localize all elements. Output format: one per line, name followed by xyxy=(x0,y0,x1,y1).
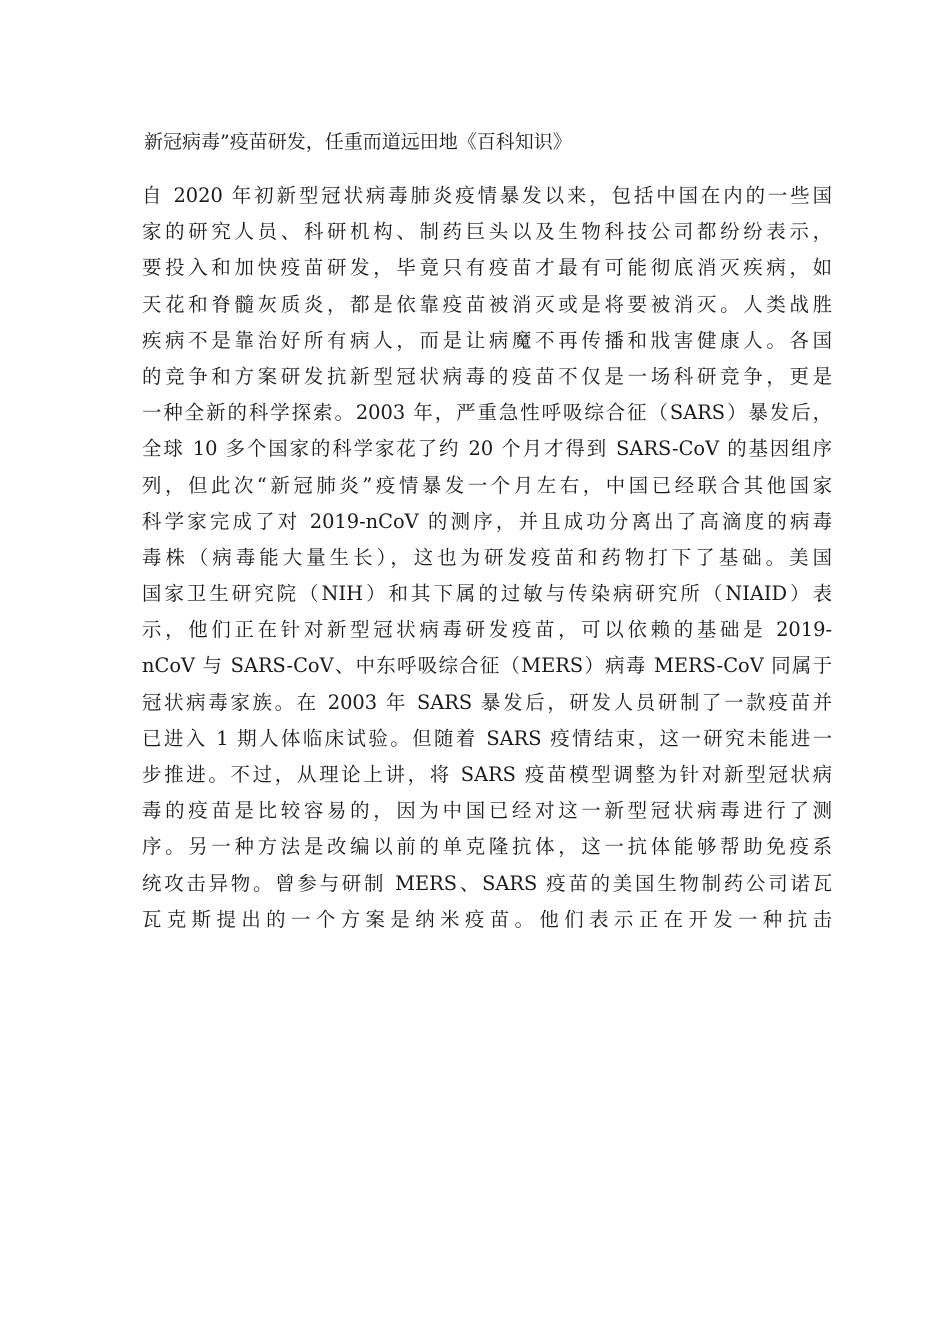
body-line: 列，但此次“新冠肺炎”疫情暴发一个月左右，中国已经联合其他国家 xyxy=(142,473,832,497)
body-line: 疾病不是靠治好所有病人，而是让病魔不再传播和戕害健康人。各国 xyxy=(142,328,832,352)
body-line: 全球 10 多个国家的科学家花了约 20 个月才得到 SARS-CoV 的基因组序 xyxy=(142,437,832,461)
document-title: 新冠病毒”疫苗研发，任重而道远田地《百科知识》 xyxy=(144,131,572,153)
body-line: 的竞争和方案研发抗新型冠状病毒的疫苗不仅是一场科研竞争，更是 xyxy=(142,364,832,388)
body-line: 要投入和加快疫苗研发，毕竟只有疫苗才最有可能彻底消灭疾病，如 xyxy=(142,256,832,280)
body-line: 序。另一种方法是改编以前的单克隆抗体，这一抗体能够帮助免疫系 xyxy=(142,835,832,859)
body-line: 步推进。不过，从理论上讲，将 SARS 疫苗模型调整为针对新型冠状病 xyxy=(142,763,832,786)
body-line: 科学家完成了对 2019-nCoV 的测序，并且成功分离出了高滴度的病毒 xyxy=(142,509,832,533)
body-line: 冠状病毒家族。在 2003 年 SARS 暴发后，研发人员研制了一款疫苗并 xyxy=(142,690,832,714)
body-line: 示，他们正在针对新型冠状病毒研发疫苗，可以依赖的基础是 2019- xyxy=(142,618,832,642)
body-line: 已进入 1 期人体临床试验。但随着 SARS 疫情结束，这一研究未能进一 xyxy=(142,726,832,750)
body-line: 毒株（病毒能大量生长），这也为研发疫苗和药物打下了基础。美国 xyxy=(142,545,832,569)
document-body xyxy=(142,178,832,938)
body-line: 统攻击异物。曾参与研制 MERS、SARS 疫苗的美国生物制药公司诺瓦 xyxy=(142,871,832,895)
body-line: 毒的疫苗是比较容易的，因为中国已经对这一新型冠状病毒进行了测 xyxy=(142,799,832,823)
body-line: nCoV 与 SARS-CoV、中东呼吸综合征（MERS）病毒 MERS-CoV 同属于 xyxy=(142,654,832,678)
body-line: 天花和脊髓灰质炎，都是依靠疫苗被消灭或是将要被消灭。人类战胜 xyxy=(142,292,832,316)
body-line: 瓦克斯提出的一个方案是纳米疫苗。他们表示正在开发一种抗击 xyxy=(142,907,832,931)
body-line: 自 2020 年初新型冠状病毒肺炎疫情暴发以来，包括中国在内的一些国 xyxy=(142,184,832,207)
body-line: 家的研究人员、科研机构、制药巨头以及生物科技公司都纷纷表示， xyxy=(142,220,832,244)
body-line: 国家卫生研究院（NIH）和其下属的过敏与传染病研究所（NIAID）表 xyxy=(142,582,832,606)
body-line: 一种全新的科学探索。2003 年，严重急性呼吸综合征（SARS）暴发后， xyxy=(142,401,832,425)
